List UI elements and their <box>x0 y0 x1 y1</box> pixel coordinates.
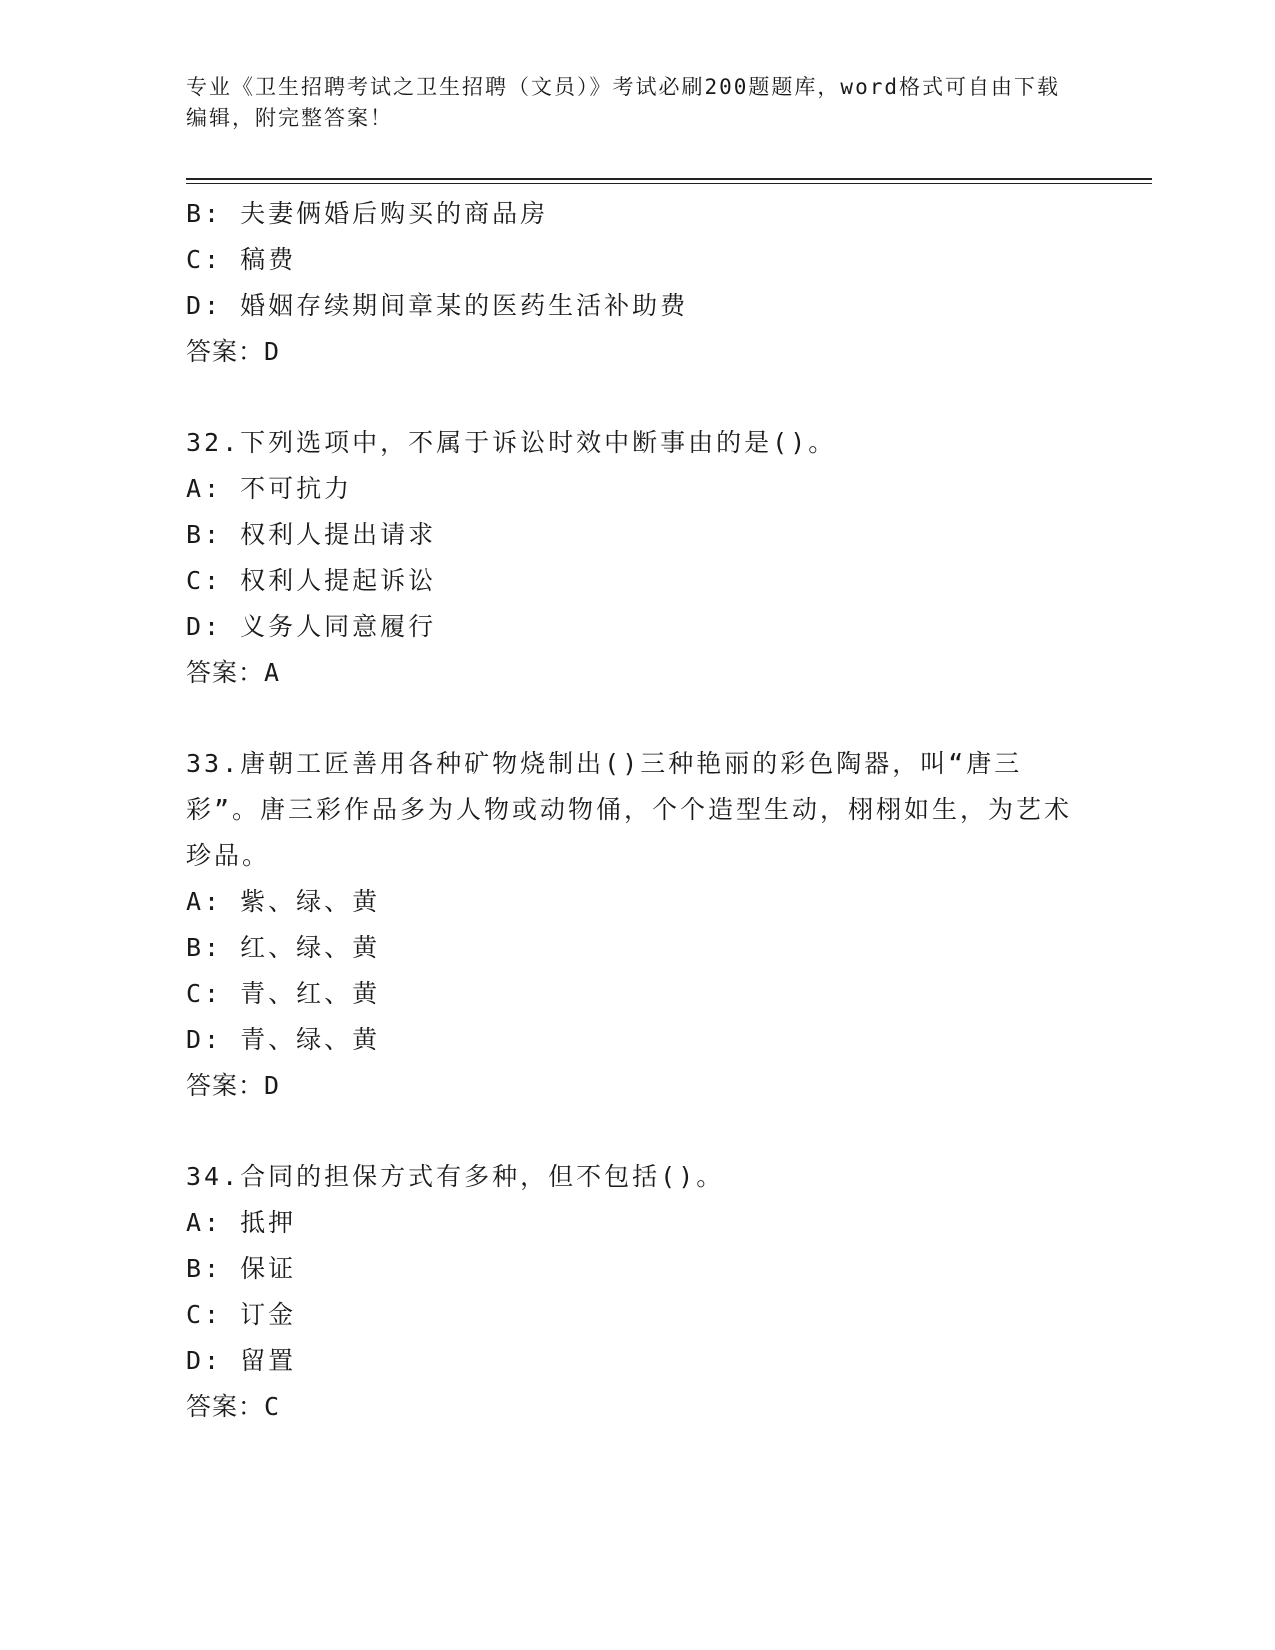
answer-value: D <box>264 337 283 366</box>
option-d: D: 青、绿、黄 <box>186 1025 381 1054</box>
answer-label: 答案： <box>186 337 265 366</box>
answer-label: 答案： <box>186 1392 265 1421</box>
option-c: C: 订金 <box>186 1300 297 1329</box>
answer-label: 答案： <box>186 1071 265 1100</box>
question-text: 32.下列选项中，不属于诉讼时效中断事由的是()。 <box>186 428 837 457</box>
option-b: B: 权利人提出请求 <box>186 520 437 549</box>
answer-line <box>186 1063 1076 1109</box>
question-text: 33.唐朝工匠善用各种矿物烧制出()三种艳丽的彩色陶器，叫“唐三彩”。唐三彩作品多为人物或动物俑，个个造型生动，栩栩如生，为艺术珍品。 <box>186 749 1073 870</box>
answer-value: A <box>264 658 283 687</box>
answer-label: 答案： <box>186 658 265 687</box>
option-c: C: 稿费 <box>186 245 297 274</box>
question-list <box>186 191 1076 1430</box>
header-divider <box>186 178 1152 180</box>
option-d: D: 婚姻存续期间章某的医药生活补助费 <box>186 291 689 320</box>
answer-line <box>186 329 1076 375</box>
option-a: A: 紫、绿、黄 <box>186 887 381 916</box>
option-a: A: 抵押 <box>186 1208 297 1237</box>
option-d: D: 义务人同意履行 <box>186 612 437 641</box>
option-c: C: 权利人提起诉讼 <box>186 566 437 595</box>
option-d: D: 留置 <box>186 1346 297 1375</box>
answer-line <box>186 650 1076 696</box>
question-block <box>186 1154 1076 1430</box>
question-block <box>186 420 1076 696</box>
option-b: B: 红、绿、黄 <box>186 933 381 962</box>
option-c: C: 青、红、黄 <box>186 979 381 1008</box>
answer-line <box>186 1384 1076 1430</box>
option-b: B: 保证 <box>186 1254 297 1283</box>
answer-value: D <box>264 1071 283 1100</box>
question-block <box>186 191 1076 375</box>
header-divider-thin <box>186 183 1152 184</box>
option-a: A: 不可抗力 <box>186 474 353 503</box>
option-b: B: 夫妻俩婚后购买的商品房 <box>186 199 549 228</box>
question-text: 34.合同的担保方式有多种，但不包括()。 <box>186 1162 725 1191</box>
question-block <box>186 741 1076 1109</box>
document-header: 专业《卫生招聘考试之卫生招聘（文员）》考试必刷200题题库，word格式可自由下载编辑，附完整答案！ <box>186 75 1060 130</box>
answer-value: C <box>264 1392 283 1421</box>
